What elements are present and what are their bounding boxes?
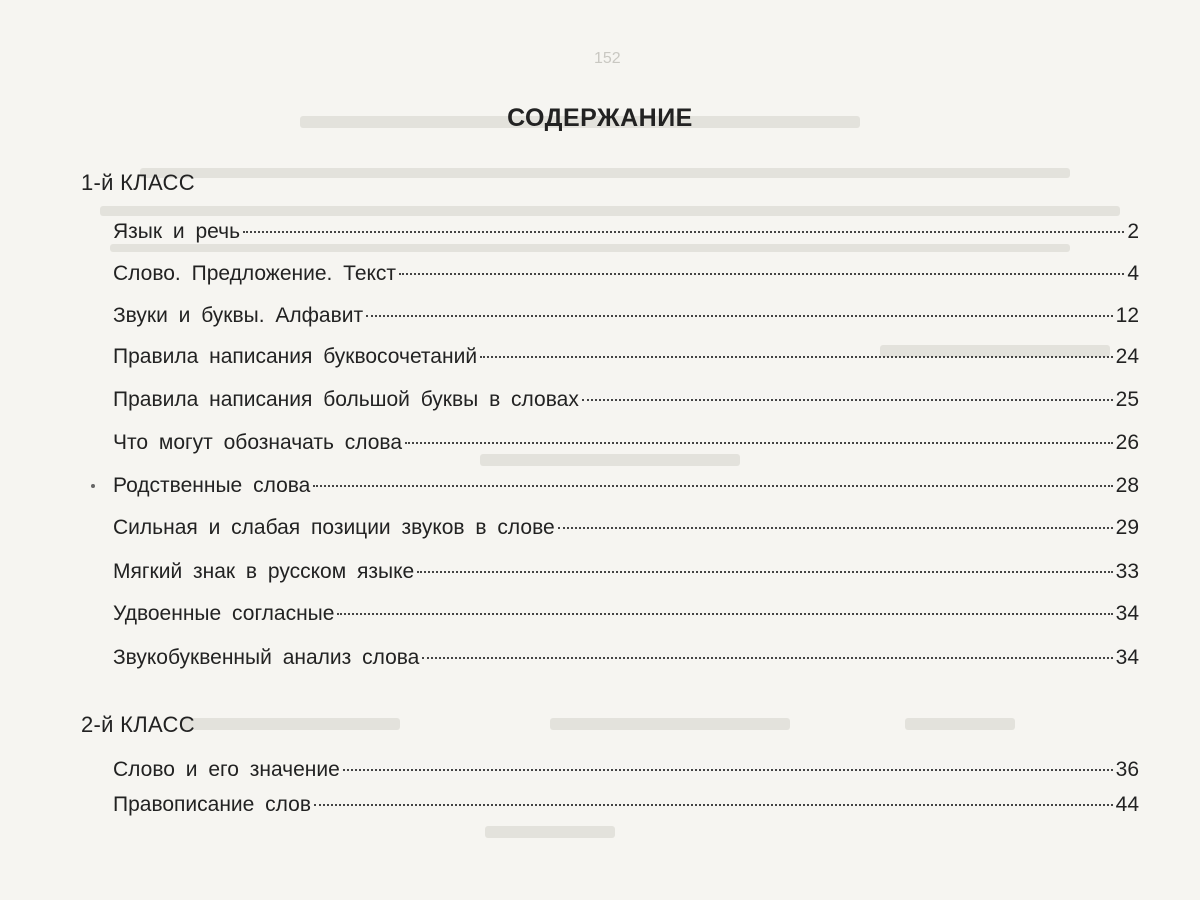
dot-leader bbox=[314, 804, 1113, 806]
dot-leader bbox=[417, 571, 1112, 573]
toc-entry-page: 33 bbox=[1115, 560, 1139, 583]
dot-leader bbox=[243, 231, 1124, 233]
show-through-mark bbox=[180, 718, 400, 730]
show-through-mark bbox=[100, 206, 1120, 216]
toc-entry[interactable] bbox=[113, 516, 1139, 548]
toc-entry-label: Что могут обозначать слова bbox=[113, 431, 403, 454]
dot-leader bbox=[582, 399, 1113, 401]
dot-leader bbox=[558, 527, 1113, 529]
stray-dot bbox=[91, 484, 95, 488]
toc-entry[interactable] bbox=[113, 560, 1139, 592]
toc-entry-page: 24 bbox=[1115, 345, 1139, 368]
toc-entry-label: Слово. Предложение. Текст bbox=[113, 262, 397, 285]
dot-leader bbox=[313, 485, 1112, 487]
page-number: 152 bbox=[594, 50, 621, 67]
toc-entry[interactable] bbox=[113, 758, 1139, 790]
toc-entry-page: 36 bbox=[1115, 758, 1139, 781]
dot-leader bbox=[337, 613, 1112, 615]
show-through-mark bbox=[485, 826, 615, 838]
dot-leader bbox=[343, 769, 1113, 771]
toc-entry-page: 34 bbox=[1115, 602, 1139, 625]
toc-entry-label: Слово и его значение bbox=[113, 758, 340, 781]
toc-entry-page: 26 bbox=[1115, 431, 1139, 454]
dot-leader bbox=[405, 442, 1113, 444]
dot-leader bbox=[480, 356, 1113, 358]
toc-entry-label: Правила написания буквосочетаний bbox=[113, 345, 478, 368]
toc-entry-label: Правила написания большой буквы в словах bbox=[113, 388, 579, 411]
toc-entry[interactable] bbox=[113, 262, 1139, 294]
dot-leader bbox=[399, 273, 1124, 275]
toc-entry-page: 28 bbox=[1115, 474, 1139, 497]
toc-entry-label: Сильная и слабая позиции звуков в слове bbox=[113, 516, 555, 539]
toc-entry[interactable] bbox=[113, 388, 1139, 420]
toc-entry-page: 29 bbox=[1115, 516, 1139, 539]
dot-leader bbox=[366, 315, 1113, 317]
toc-entry-label: Звукобуквенный анализ слова bbox=[113, 646, 420, 669]
dot-leader bbox=[422, 657, 1112, 659]
show-through-mark bbox=[140, 168, 1070, 178]
toc-entry[interactable] bbox=[113, 345, 1139, 377]
toc-entry-label: Правописание слов bbox=[113, 793, 311, 816]
page-title: СОДЕРЖАНИЕ bbox=[507, 104, 693, 132]
section-heading-grade-1: 1-й КЛАСС bbox=[81, 170, 195, 195]
toc-entry-label: Звуки и буквы. Алфавит bbox=[113, 304, 364, 327]
toc-entry[interactable] bbox=[113, 474, 1139, 506]
toc-entry-page: 12 bbox=[1115, 304, 1139, 327]
toc-entry-page: 25 bbox=[1115, 388, 1139, 411]
toc-entry-page: 2 bbox=[1127, 220, 1139, 243]
show-through-mark bbox=[550, 718, 790, 730]
toc-entry-label: Мягкий знак в русском языке bbox=[113, 560, 415, 583]
toc-entry-label: Язык и речь bbox=[113, 220, 241, 243]
toc-entry-page: 34 bbox=[1115, 646, 1139, 669]
toc-entry-page: 44 bbox=[1115, 793, 1139, 816]
toc-entry-label: Удвоенные согласные bbox=[113, 602, 335, 625]
toc-entry[interactable] bbox=[113, 793, 1139, 825]
toc-entry[interactable] bbox=[113, 602, 1139, 634]
toc-entry[interactable] bbox=[113, 431, 1139, 463]
section-heading-grade-2: 2-й КЛАСС bbox=[81, 712, 195, 737]
show-through-mark bbox=[905, 718, 1015, 730]
toc-entry[interactable] bbox=[113, 646, 1139, 678]
toc-entry-page: 4 bbox=[1127, 262, 1139, 285]
toc-entry[interactable] bbox=[113, 220, 1139, 252]
toc-entry[interactable] bbox=[113, 304, 1139, 336]
toc-entry-label: Родственные слова bbox=[113, 474, 311, 497]
